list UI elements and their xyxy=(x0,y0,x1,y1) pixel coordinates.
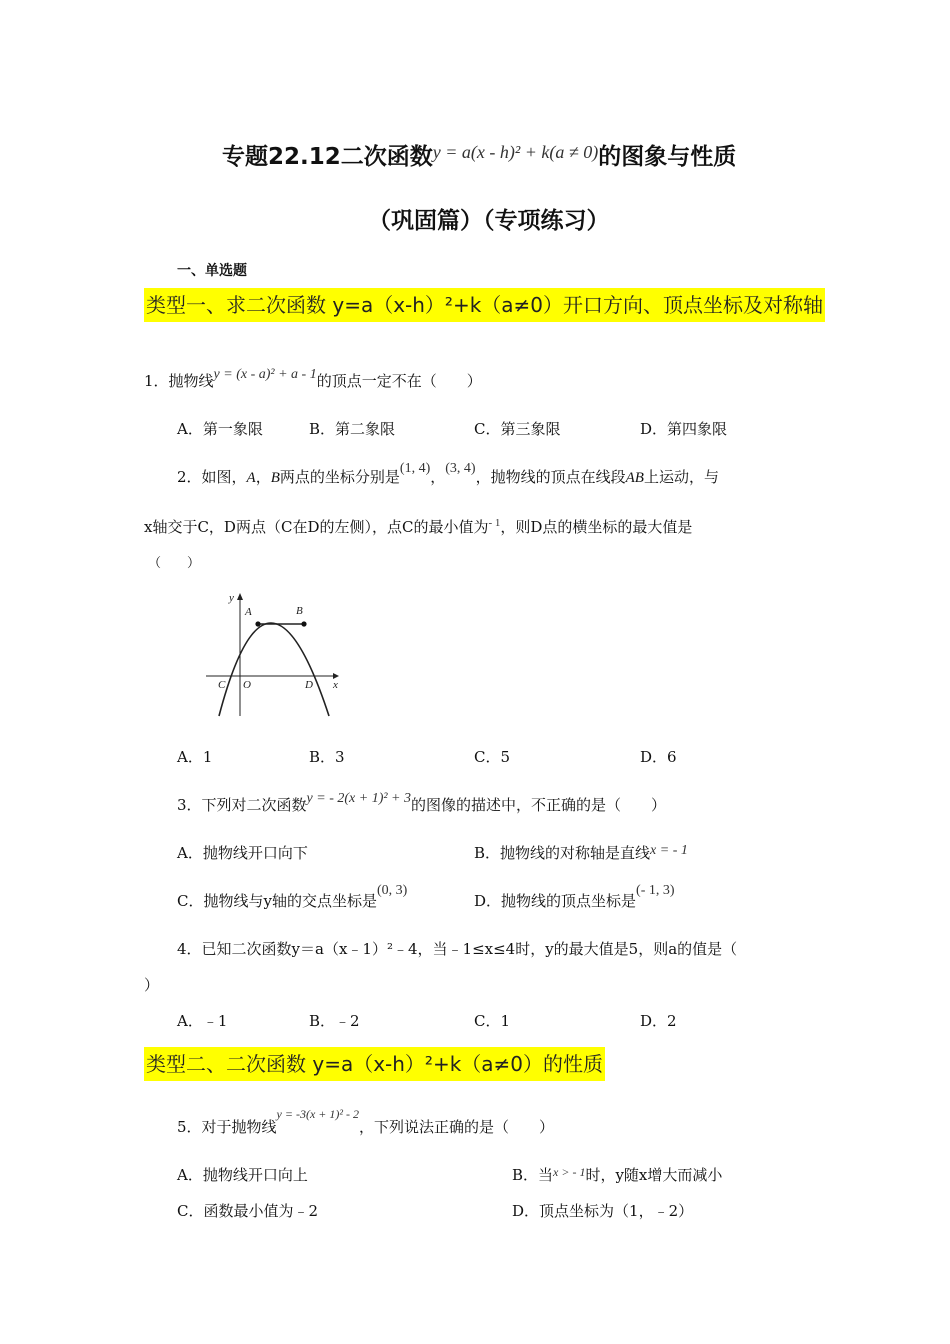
q3-option-b[interactable] xyxy=(474,842,688,863)
question-2-line3: （ ） xyxy=(148,556,201,571)
q3-option-d[interactable] xyxy=(474,883,675,911)
question-2-line2 xyxy=(144,516,692,537)
q2-sep: ， xyxy=(430,468,446,486)
label-x: x xyxy=(333,679,338,691)
q3-optd-prefix: D．抛物线的顶点坐标是 xyxy=(474,892,637,910)
q2-point2: (3, 4) xyxy=(445,461,476,476)
q3-optb-formula: x = - 1 xyxy=(650,843,688,858)
q3-option-a[interactable]: A．抛物线开口向下 xyxy=(177,844,308,862)
question-4-line2: ） xyxy=(144,976,160,994)
q5-optb-suffix: 时，y随x增大而减小 xyxy=(585,1166,723,1184)
q1-suffix: 的顶点一定不在（ ） xyxy=(316,372,482,390)
q3-optd-formula: (- 1, 3) xyxy=(636,883,675,898)
q2-option-b[interactable]: B．3 xyxy=(309,748,345,766)
q3-prefix: 3．下列对二次函数 xyxy=(177,796,307,814)
title-formula: y = a(x - h)² + k(a ≠ 0) xyxy=(432,142,599,162)
q2-point1: (1, 4) xyxy=(399,461,431,476)
q5-option-c[interactable]: C．函数最小值为﹣2 xyxy=(177,1202,319,1220)
q3-optc-prefix: C．抛物线与y轴的交点坐标是 xyxy=(177,892,377,910)
type1-banner: 类型一、求二次函数 y=a（x-h）²+k（a≠0）开口方向、顶点坐标及对称轴 xyxy=(144,288,825,322)
type2-banner: 类型二、二次函数 y=a（x-h）²+k（a≠0）的性质 xyxy=(144,1047,605,1081)
q2-minval: - 1 xyxy=(488,517,501,529)
point-b xyxy=(301,621,306,626)
q3-formula: y = - 2(x + 1)² + 3 xyxy=(306,791,411,806)
label-c: C xyxy=(218,679,226,691)
question-2-line1 xyxy=(177,461,719,487)
q2-mid: 两点的坐标分别是 xyxy=(279,468,400,486)
q2-a: A xyxy=(246,470,256,486)
q2-option-a[interactable]: A．1 xyxy=(177,748,213,766)
q2-option-c[interactable]: C．5 xyxy=(474,748,511,766)
q2-line2-tail: ，则D点的横坐标的最大值是 xyxy=(500,518,693,536)
q2-tail: 上运动，与 xyxy=(643,468,719,486)
q5-option-a[interactable]: A．抛物线开口向上 xyxy=(177,1166,308,1184)
label-b: B xyxy=(296,605,303,617)
point-a xyxy=(255,621,260,626)
q2-end: ，抛物线的顶点在线段 xyxy=(475,468,626,486)
q5-optb-formula: x > - 1 xyxy=(553,1165,586,1179)
q5-option-d[interactable]: D．顶点坐标为（1，﹣2） xyxy=(512,1202,694,1220)
q2-comma: ， xyxy=(255,468,271,486)
q2-option-d[interactable]: D．6 xyxy=(640,748,677,766)
label-o: O xyxy=(243,679,251,691)
parabola-curve xyxy=(219,623,329,716)
page-subtitle: （巩固篇）（专项练习） xyxy=(368,208,610,234)
question-1 xyxy=(144,367,482,391)
q4-option-d[interactable]: D．2 xyxy=(640,1012,677,1030)
label-a: A xyxy=(245,606,252,618)
label-d: D xyxy=(305,679,313,691)
q3-optb-prefix: B．抛物线的对称轴是直线 xyxy=(474,844,651,862)
q1-prefix: 1．抛物线 xyxy=(144,372,214,390)
question-5 xyxy=(177,1107,554,1137)
q5-prefix: 5．对于抛物线 xyxy=(177,1118,277,1136)
q2-b: B xyxy=(270,470,280,486)
q4-option-a[interactable]: A．﹣1 xyxy=(177,1012,228,1030)
title-prefix: 专题22.12二次函数 xyxy=(222,144,433,170)
q1-option-b[interactable]: B．第二象限 xyxy=(309,420,396,438)
q3-option-c[interactable] xyxy=(177,883,408,911)
q1-option-c[interactable]: C．第三象限 xyxy=(474,420,561,438)
q1-option-d[interactable]: D．第四象限 xyxy=(640,420,728,438)
question-3 xyxy=(177,791,667,815)
q1-option-a[interactable]: A．第一象限 xyxy=(177,420,263,438)
q1-formula: y = (x - a)² + a - 1 xyxy=(213,367,317,382)
section-heading: 一、单选题 xyxy=(177,263,247,279)
question-4-line1: 4．已知二次函数y＝a（x﹣1）²﹣4，当﹣1≤x≤4时，y的最大值是5，则a的值是（ xyxy=(177,940,738,958)
q5-suffix: ，下列说法正确的是（ ） xyxy=(358,1118,554,1136)
q2-prefix: 2．如图， xyxy=(177,468,247,486)
q5-optb-prefix: B．当 xyxy=(512,1166,554,1184)
q2-parabola-graph xyxy=(198,588,343,720)
y-axis-arrow xyxy=(237,593,243,600)
label-y: y xyxy=(229,592,234,604)
title-suffix: 的图象与性质 xyxy=(598,144,737,170)
q5-formula: y = -3(x + 1)² - 2 xyxy=(276,1107,359,1121)
page-title xyxy=(222,138,736,171)
q3-optc-formula: (0, 3) xyxy=(376,883,408,898)
q2-line2: x轴交于C，D两点（C在D的左侧），点C的最小值为 xyxy=(144,518,489,536)
q2-ab: AB xyxy=(625,470,644,486)
q3-suffix: 的图像的描述中，不正确的是（ ） xyxy=(411,796,667,814)
q4-option-b[interactable]: B．﹣2 xyxy=(309,1012,360,1030)
q5-option-b[interactable] xyxy=(512,1164,722,1185)
q4-option-c[interactable]: C．1 xyxy=(474,1012,511,1030)
